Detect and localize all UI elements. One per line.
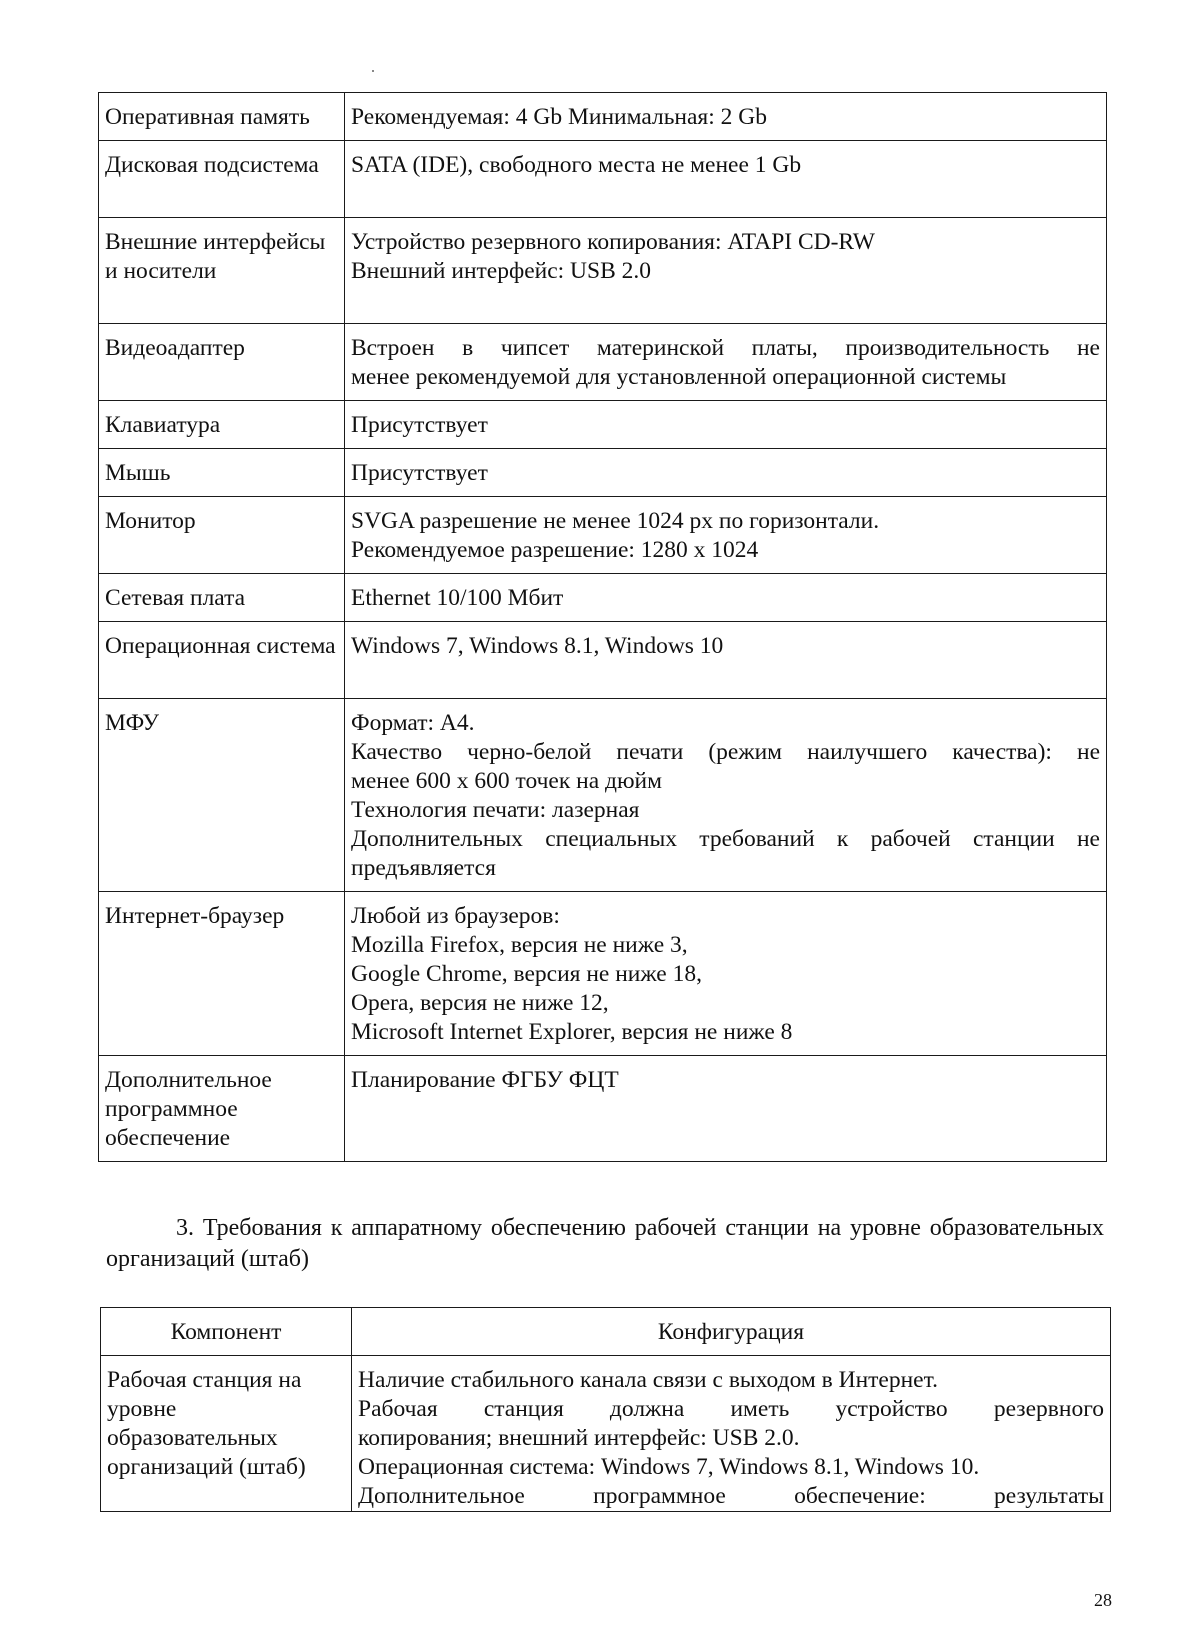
section-heading-text: 3. Требования к аппаратному обеспечению рабочей станции на уровне образовательных организаций (штаб) [106, 1215, 1104, 1272]
column-header-component: Компонент [101, 1308, 352, 1356]
config-line: Наличие стабильного канала связи с выходом в Интернет. [358, 1367, 938, 1393]
spec-value-line: Дополнительных специальных требований к рабочей станции не [351, 826, 1100, 852]
spec-value [345, 622, 1107, 699]
table-row [99, 497, 1107, 574]
spec-label: Операционная система [99, 622, 345, 699]
spec-value-line: Microsoft Internet Explorer, версия не ниже 8 [351, 1019, 793, 1045]
spec-value-line: менее рекомендуемой для установленной операционной системы [351, 364, 1007, 390]
spec-value-line: Планирование ФГБУ ФЦТ [351, 1067, 619, 1093]
spec-value [345, 324, 1107, 401]
spec-value [345, 93, 1107, 141]
spec-value-line: Google Chrome, версия не ниже 18, [351, 961, 702, 987]
spec-label: Оперативная память [99, 93, 345, 141]
config-line: копирования; внешний интерфейс: USB 2.0. [358, 1425, 800, 1451]
hardware-spec-table [98, 92, 1107, 1162]
spec-value [345, 574, 1107, 622]
table-header-row [101, 1308, 1111, 1356]
config-line: Операционная система: Windows 7, Windows 8.1, Windows 10. [358, 1454, 980, 1480]
table-row [99, 401, 1107, 449]
spec-label: Мышь [99, 449, 345, 497]
component-cell: Рабочая станция на уровне образовательных организаций (штаб) [101, 1356, 352, 1512]
spec-label: Сетевая плата [99, 574, 345, 622]
table-row [99, 1056, 1107, 1162]
spec-label: Видеоадаптер [99, 324, 345, 401]
table-row [99, 449, 1107, 497]
spec-value-line: SVGA разрешение не менее 1024 px по горизонтали. [351, 508, 880, 534]
table-row [101, 1356, 1111, 1512]
spec-value [345, 449, 1107, 497]
spec-label: Клавиатура [99, 401, 345, 449]
spec-label: Дополнительное программное обеспечение [99, 1056, 345, 1162]
spec-value-line: Встроен в чипсет материнской платы, производительность не [351, 335, 1100, 361]
spec-label: МФУ [99, 699, 345, 892]
table-row [99, 574, 1107, 622]
table-row [99, 93, 1107, 141]
spec-label: Дисковая подсистема [99, 141, 345, 218]
spec-value [345, 892, 1107, 1056]
spec-value-line: Качество черно-белой печати (режим наилучшего качества): не [351, 739, 1100, 765]
table-row [99, 622, 1107, 699]
spec-value [345, 1056, 1107, 1162]
column-header-configuration: Конфигурация [352, 1308, 1111, 1356]
spec-value-line: Mozilla Firefox, версия не ниже 3, [351, 932, 688, 958]
page-number: 28 [1094, 1590, 1112, 1610]
spec-value-line: Присутствует [351, 412, 488, 438]
spec-label: Внешние интерфейсы и носители [99, 218, 345, 324]
spec-value-line: менее 600 x 600 точек на дюйм [351, 768, 662, 794]
spec-value-line: предъявляется [351, 855, 496, 881]
config-line: Дополнительное программное обеспечение: результаты [358, 1483, 1104, 1509]
scan-speck [372, 70, 374, 72]
table-row [99, 699, 1107, 892]
table-row [99, 892, 1107, 1056]
spec-value-line: Технология печати: лазерная [351, 797, 640, 823]
workstation-config-table [100, 1307, 1111, 1512]
spec-value-line: Присутствует [351, 460, 488, 486]
spec-value [345, 497, 1107, 574]
spec-value-line: Opera, версия не ниже 12, [351, 990, 609, 1016]
spec-label: Монитор [99, 497, 345, 574]
spec-value-line: Формат: А4. [351, 710, 475, 736]
spec-value-line: Внешний интерфейс: USB 2.0 [351, 258, 652, 284]
spec-value [345, 699, 1107, 892]
spec-label: Интернет-браузер [99, 892, 345, 1056]
spec-value-line: Windows 7, Windows 8.1, Windows 10 [351, 633, 724, 659]
spec-value-line: Рекомендуемая: 4 Gb Минимальная: 2 Gb [351, 104, 767, 130]
table-row [99, 141, 1107, 218]
spec-value [345, 218, 1107, 324]
spec-value [345, 141, 1107, 218]
spec-value-line: Рекомендуемое разрешение: 1280 x 1024 [351, 537, 759, 563]
configuration-cell [352, 1356, 1111, 1512]
spec-value-line: SATA (IDE), свободного места не менее 1 Gb [351, 152, 802, 178]
spec-value [345, 401, 1107, 449]
table-row [99, 218, 1107, 324]
spec-value-line: Любой из браузеров: [351, 903, 560, 929]
spec-value-line: Устройство резервного копирования: ATAPI CD-RW [351, 229, 875, 255]
config-line: Рабочая станция должна иметь устройство резервного [358, 1396, 1104, 1422]
section-heading [106, 1213, 1104, 1275]
spec-value-line: Ethernet 10/100 Мбит [351, 585, 564, 611]
table-row [99, 324, 1107, 401]
